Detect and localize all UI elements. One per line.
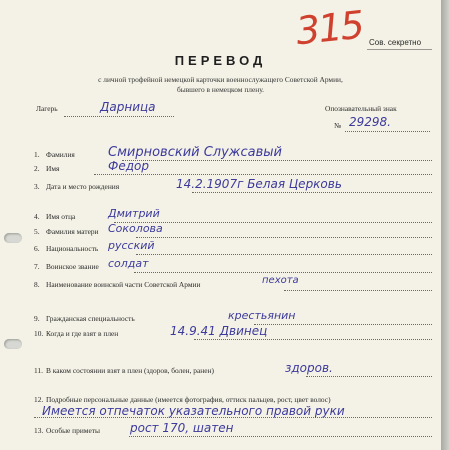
document-title: ПЕРЕВОД: [174, 53, 267, 68]
field-handwritten-value: Дмитрий: [108, 207, 160, 220]
field-number: 4.: [34, 212, 40, 221]
field-label: Когда и где взят в плен: [46, 329, 119, 338]
camp-line: [64, 116, 174, 117]
field-number: 12.: [34, 395, 44, 404]
field-label: Дата и место рождения: [46, 182, 120, 191]
field-label: Подробные персональные данные (имеется фотография, оттиск пальцев, рост, цвет волос): [46, 395, 331, 404]
punch-hole: [4, 233, 22, 243]
field-label: Гражданская специальность: [46, 314, 135, 323]
field-label: Национальность: [46, 244, 99, 253]
document-subtitle-line1: с личной трофейной немецкой карточки военнослужащего Советской Армии,: [98, 75, 343, 84]
field-number: 9.: [34, 314, 40, 323]
identity-tag-prefix: №: [334, 121, 342, 130]
field-label: Наименование воинской части Советской Армии: [46, 280, 201, 289]
classification-label: Сов. секретно: [369, 38, 422, 47]
field-answer-line: [94, 174, 432, 175]
field-number: 5.: [34, 227, 40, 236]
identity-tag-label: Опознавательный знак: [325, 104, 397, 113]
field-handwritten-value: Смирновский Служсавый: [108, 145, 283, 160]
field-handwritten-value: пехота: [262, 275, 299, 286]
field-number: 1.: [34, 150, 40, 159]
camp-value: Дарница: [100, 100, 156, 114]
field-answer-line: [136, 254, 432, 255]
field-handwritten-value: рост 170, шатен: [130, 421, 234, 435]
camp-label: Лагерь: [36, 104, 58, 113]
field-answer-line: [129, 436, 432, 437]
field-answer-line: [136, 237, 432, 238]
field-number: 10.: [34, 329, 44, 338]
page-edge-shadow: [441, 0, 450, 450]
field-label: В каком состоянии взят в плен (здоров, болен, ранен): [46, 366, 214, 375]
handwritten-archive-number: 315: [293, 2, 365, 54]
field-handwritten-value: крестьянин: [228, 309, 296, 322]
field-handwritten-value: Соколова: [108, 222, 163, 235]
field-number: 2.: [34, 164, 40, 173]
field-number: 7.: [34, 262, 40, 271]
classification-underline: [367, 49, 432, 50]
field-label: Особые приметы: [46, 426, 100, 435]
field-answer-line: [254, 324, 432, 325]
field-number: 6.: [34, 244, 40, 253]
document-subtitle-line2: бывшего в немецком плену.: [176, 85, 265, 94]
field-answer-line: [284, 290, 432, 291]
field-answer-line: [192, 192, 432, 193]
field-number: 3.: [34, 182, 40, 191]
field-handwritten-value: Федор: [108, 159, 149, 173]
identity-tag-value: 29298.: [349, 115, 391, 129]
field-handwritten-value: 14.2.1907г Белая Церковь: [176, 177, 342, 191]
field-label: Фамилия матери: [46, 227, 99, 236]
field-label: Имя отца: [46, 212, 76, 221]
field-number: 8.: [34, 280, 40, 289]
field-handwritten-value: здоров.: [285, 361, 333, 375]
field-answer-line: [134, 272, 432, 273]
field-answer-line: [306, 376, 432, 377]
field-label: Воинское звание: [46, 262, 99, 271]
field-handwritten-value: солдат: [108, 257, 149, 270]
field-answer-line: [194, 339, 432, 340]
identity-tag-line: [345, 131, 430, 132]
field-answer-line: [122, 160, 432, 161]
field-label: Фамилия: [46, 150, 75, 159]
field-handwritten-value: Имеется отпечаток указательного правой руки: [42, 404, 345, 418]
field-number: 13.: [34, 426, 44, 435]
punch-hole: [4, 339, 22, 349]
field-handwritten-value: русский: [108, 239, 155, 252]
field-handwritten-value: 14.9.41 Двинец: [170, 324, 268, 338]
field-label: Имя: [46, 164, 60, 173]
field-number: 11.: [34, 366, 43, 375]
